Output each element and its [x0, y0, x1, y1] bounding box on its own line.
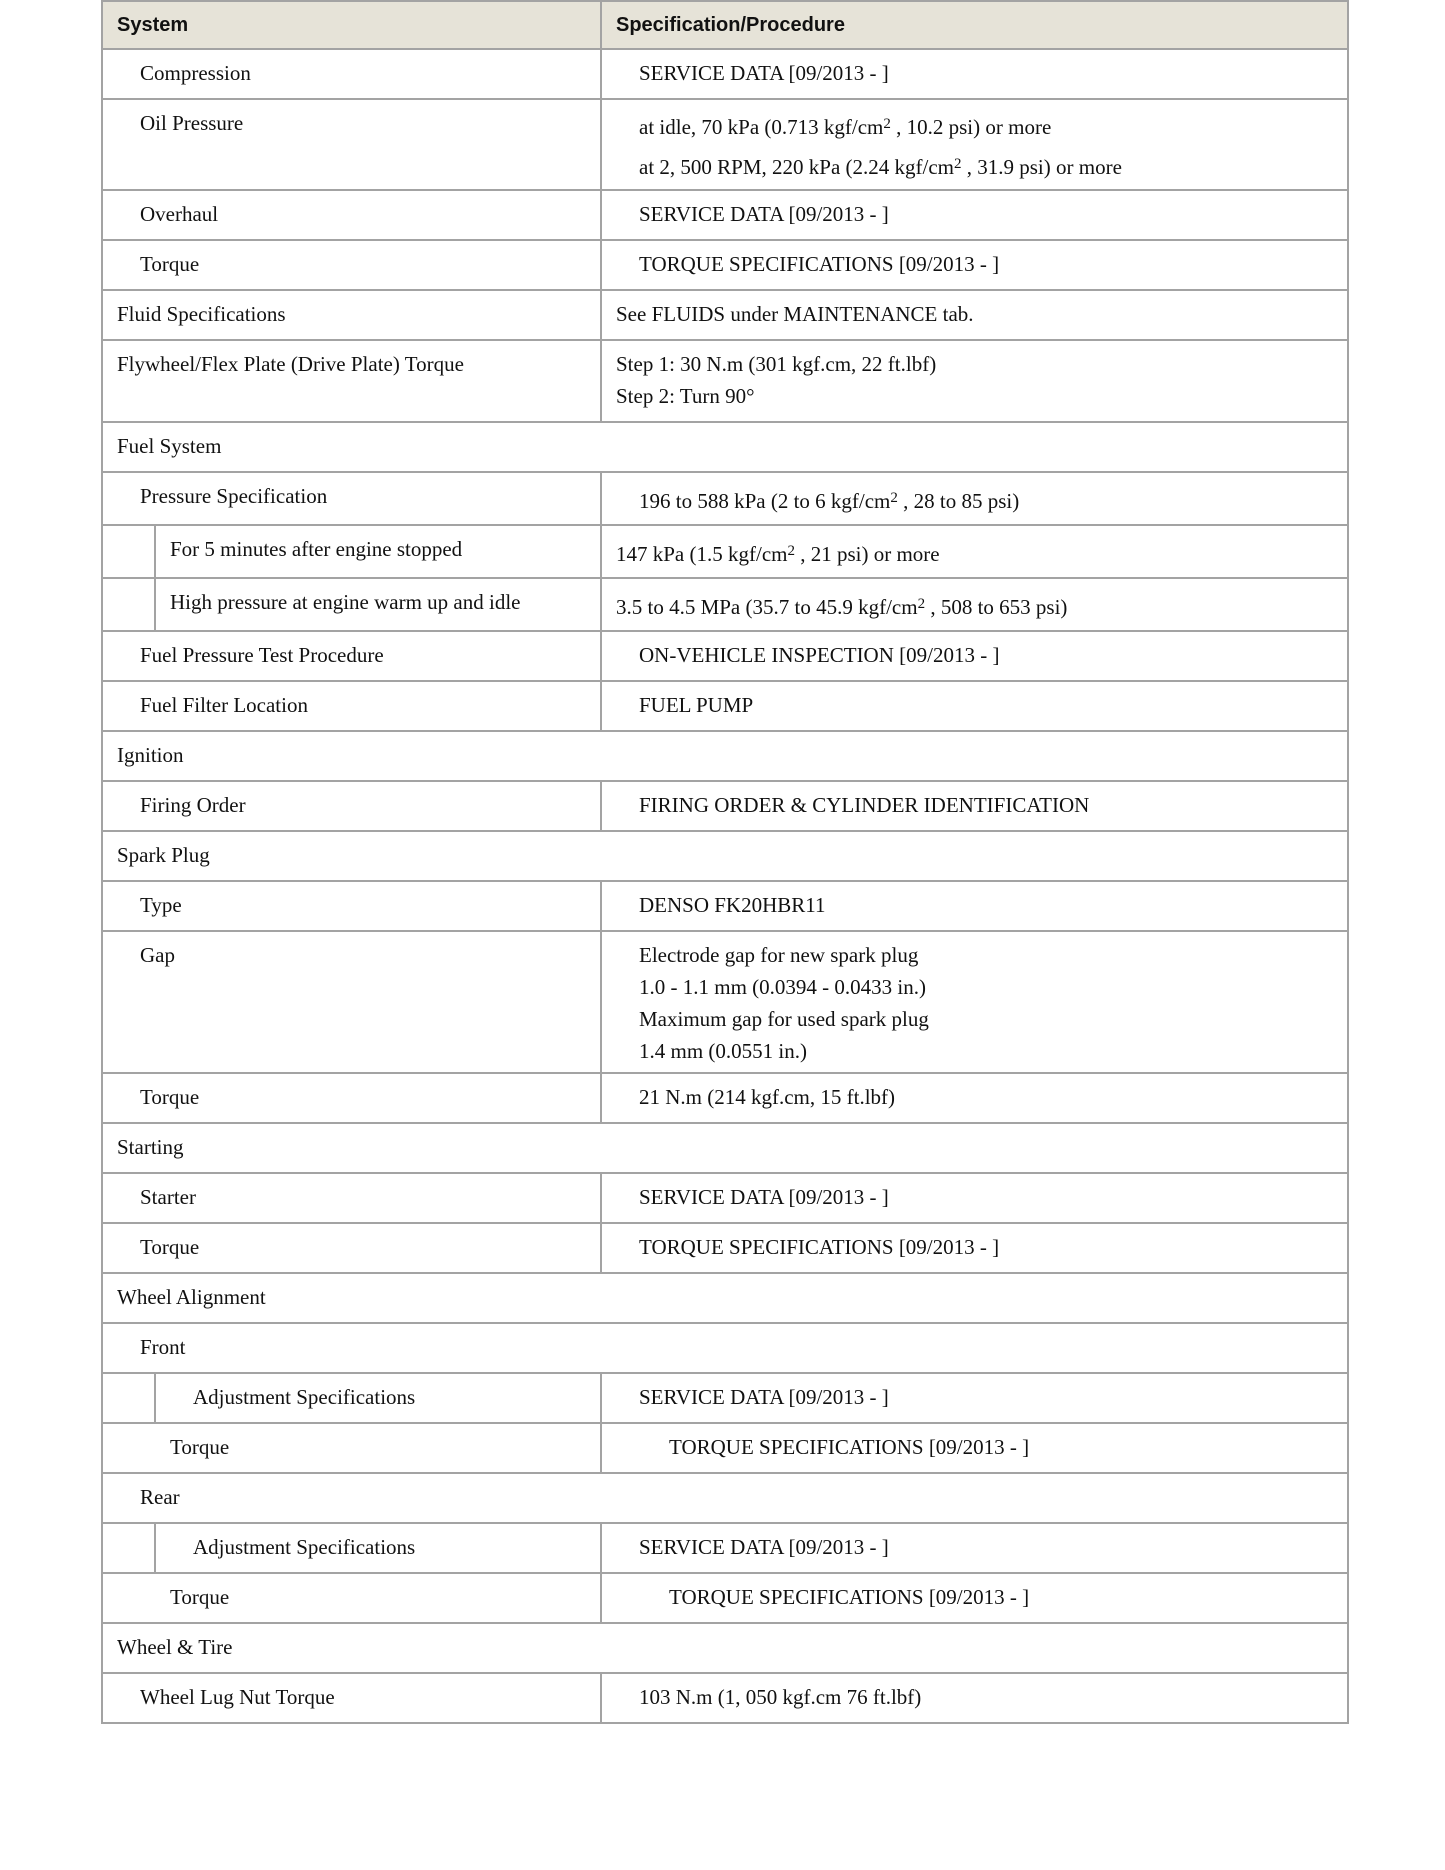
table-row — [102, 340, 1348, 422]
table-header-row — [102, 1, 1348, 49]
spec-link[interactable]: TORQUE SPECIFICATIONS [09/2013 - ] — [669, 1435, 1030, 1459]
system-cell — [102, 49, 601, 99]
section-cell — [102, 1323, 1348, 1373]
spec-line: 1.4 mm (0.0551 in.) — [639, 1039, 807, 1063]
section-row — [102, 831, 1348, 881]
spec-link[interactable]: TORQUE SPECIFICATIONS [09/2013 - ] — [639, 252, 1000, 276]
spec-cell — [601, 1423, 1348, 1473]
system-cell — [155, 578, 601, 631]
section-row — [102, 1323, 1348, 1373]
system-cell — [102, 1173, 601, 1223]
system-cell — [102, 99, 601, 190]
indent-cell — [102, 525, 155, 578]
spec-line: at idle, 70 kPa (0.713 kgf/$cm^2$ , 10.2 psi) or more — [639, 115, 1052, 139]
table-row — [102, 1573, 1348, 1623]
system-label: Torque — [170, 1435, 230, 1459]
spec-line: Step 1: 30 N.m (301 kgf.cm, 22 ft.lbf) — [616, 352, 937, 376]
system-cell — [102, 340, 601, 422]
system-label: Starter — [140, 1185, 196, 1209]
spec-link[interactable]: FUEL PUMP — [639, 693, 754, 717]
table-row — [102, 578, 1348, 631]
system-label: For 5 minutes after engine stopped — [170, 537, 463, 561]
spec-line: at 2, 500 RPM, 220 kPa (2.24 kgf/$cm^2$ , 31.9 psi) or more — [639, 155, 1122, 179]
section-row — [102, 422, 1348, 472]
section-label: Wheel & Tire — [117, 1635, 233, 1659]
section-label: Ignition — [117, 743, 184, 767]
table-row — [102, 781, 1348, 831]
table-row — [102, 525, 1348, 578]
spec-cell — [601, 578, 1348, 631]
spec-cell — [601, 1673, 1348, 1723]
section-label: Rear — [140, 1485, 180, 1509]
spec-cell — [601, 681, 1348, 731]
table-row — [102, 881, 1348, 931]
section-row — [102, 731, 1348, 781]
table-row — [102, 1173, 1348, 1223]
table-row — [102, 681, 1348, 731]
spec-cell — [601, 49, 1348, 99]
spec-cell — [601, 931, 1348, 1073]
section-row — [102, 1123, 1348, 1173]
system-cell — [102, 681, 601, 731]
section-cell — [102, 1123, 1348, 1173]
system-label: Adjustment Specifications — [193, 1385, 416, 1409]
spec-line: Maximum gap for used spark plug — [639, 1007, 929, 1031]
indent-cell — [102, 1373, 155, 1423]
table-row — [102, 1073, 1348, 1123]
spec-link[interactable]: SERVICE DATA [09/2013 - ] — [639, 61, 889, 85]
spec-line: 1.0 - 1.1 mm (0.0394 - 0.0433 in.) — [639, 975, 926, 999]
indent-cell — [102, 578, 155, 631]
system-cell — [102, 1223, 601, 1273]
system-label: Firing Order — [140, 793, 246, 817]
spec-cell — [601, 1573, 1348, 1623]
system-cell — [102, 1073, 601, 1123]
system-label: Oil Pressure — [140, 111, 244, 135]
section-cell — [102, 422, 1348, 472]
system-label: Adjustment Specifications — [193, 1535, 416, 1559]
spec-cell — [601, 240, 1348, 290]
spec-link[interactable]: ON-VEHICLE INSPECTION [09/2013 - ] — [639, 643, 1000, 667]
system-label: Fuel Filter Location — [140, 693, 308, 717]
table-row — [102, 49, 1348, 99]
system-label: Torque — [170, 1585, 230, 1609]
spec-cell — [601, 290, 1348, 340]
table-row — [102, 290, 1348, 340]
section-cell — [102, 1473, 1348, 1523]
spec-text: 21 N.m (214 kgf.cm, 15 ft.lbf) — [639, 1085, 896, 1109]
system-label: Pressure Specification — [140, 484, 328, 508]
spec-link[interactable]: SERVICE DATA [09/2013 - ] — [639, 202, 889, 226]
spec-text: 3.5 to 4.5 MPa (35.7 to 45.9 kgf/$cm^2$ , 508 to 653 psi) — [616, 595, 1068, 619]
table-row — [102, 1373, 1348, 1423]
section-row — [102, 1473, 1348, 1523]
system-cell — [102, 631, 601, 681]
table-row — [102, 190, 1348, 240]
table-row — [102, 1423, 1348, 1473]
system-label: Wheel Lug Nut Torque — [140, 1685, 335, 1709]
spec-cell — [601, 1523, 1348, 1573]
spec-link[interactable]: SERVICE DATA [09/2013 - ] — [639, 1535, 889, 1559]
spec-line: Electrode gap for new spark plug — [639, 943, 919, 967]
spec-cell — [601, 472, 1348, 525]
section-row — [102, 1623, 1348, 1673]
system-label: Fuel Pressure Test Procedure — [140, 643, 384, 667]
system-cell — [102, 190, 601, 240]
section-label: Starting — [117, 1135, 184, 1159]
spec-text: DENSO FK20HBR11 — [639, 893, 826, 917]
system-label: Torque — [140, 1085, 200, 1109]
table-row — [102, 1523, 1348, 1573]
section-cell — [102, 1623, 1348, 1673]
table-row — [102, 240, 1348, 290]
system-cell — [102, 240, 601, 290]
section-row — [102, 1273, 1348, 1323]
spec-cell — [601, 1073, 1348, 1123]
spec-line: Step 2: Turn 90° — [616, 384, 755, 408]
system-cell — [155, 1373, 601, 1423]
spec-cell — [601, 781, 1348, 831]
system-cell — [102, 290, 601, 340]
spec-cell — [601, 881, 1348, 931]
section-cell — [102, 831, 1348, 881]
section-label: Spark Plug — [117, 843, 210, 867]
table-row — [102, 631, 1348, 681]
system-label: Fluid Specifications — [117, 302, 286, 326]
system-label: Compression — [140, 61, 251, 85]
spec-cell — [601, 631, 1348, 681]
spec-cell — [601, 1223, 1348, 1273]
section-label: Front — [140, 1335, 186, 1359]
table-row — [102, 1673, 1348, 1723]
system-cell — [102, 472, 601, 525]
header-spec: Specification/Procedure — [601, 1, 1348, 49]
spec-text: 103 N.m (1, 050 kgf.cm 76 ft.lbf) — [639, 1685, 922, 1709]
spec-link[interactable]: SERVICE DATA [09/2013 - ] — [639, 1385, 889, 1409]
indent-cell — [102, 1523, 155, 1573]
section-label: Wheel Alignment — [117, 1285, 266, 1309]
spec-cell — [601, 340, 1348, 422]
spec-text: 147 kPa (1.5 kgf/$cm^2$ , 21 psi) or more — [616, 542, 940, 566]
spec-link[interactable]: SERVICE DATA [09/2013 - ] — [639, 1185, 889, 1209]
spec-cell — [601, 1373, 1348, 1423]
system-cell — [102, 881, 601, 931]
system-cell — [102, 1673, 601, 1723]
table-row — [102, 1223, 1348, 1273]
table-row — [102, 472, 1348, 525]
system-cell — [155, 1523, 601, 1573]
spec-table — [101, 0, 1349, 1724]
spec-text: 196 to 588 kPa (2 to 6 kgf/$cm^2$ , 28 to 85 psi) — [639, 489, 1020, 513]
spec-link[interactable]: TORQUE SPECIFICATIONS [09/2013 - ] — [669, 1585, 1030, 1609]
system-cell — [155, 525, 601, 578]
system-label: Gap — [140, 943, 175, 967]
system-label: Flywheel/Flex Plate (Drive Plate) Torque — [117, 352, 464, 376]
section-cell — [102, 731, 1348, 781]
system-cell — [102, 931, 601, 1073]
section-cell — [102, 1273, 1348, 1323]
system-cell — [102, 1423, 601, 1473]
system-label: Overhaul — [140, 202, 219, 226]
spec-link[interactable]: TORQUE SPECIFICATIONS [09/2013 - ] — [639, 1235, 1000, 1259]
spec-cell — [601, 525, 1348, 578]
header-system: System — [102, 1, 601, 49]
spec-text: See FLUIDS under MAINTENANCE tab. — [616, 302, 974, 326]
table-row — [102, 99, 1348, 190]
spec-cell — [601, 99, 1348, 190]
spec-cell — [601, 190, 1348, 240]
system-label: Torque — [140, 1235, 200, 1259]
system-label: Torque — [140, 252, 200, 276]
table-row — [102, 931, 1348, 1073]
spec-cell — [601, 1173, 1348, 1223]
system-cell — [102, 1573, 601, 1623]
spec-link[interactable]: FIRING ORDER & CYLINDER IDENTIFICATION — [639, 793, 1090, 817]
system-cell — [102, 781, 601, 831]
system-label: High pressure at engine warm up and idle — [170, 590, 521, 614]
section-label: Fuel System — [117, 434, 222, 458]
system-label: Type — [140, 893, 182, 917]
